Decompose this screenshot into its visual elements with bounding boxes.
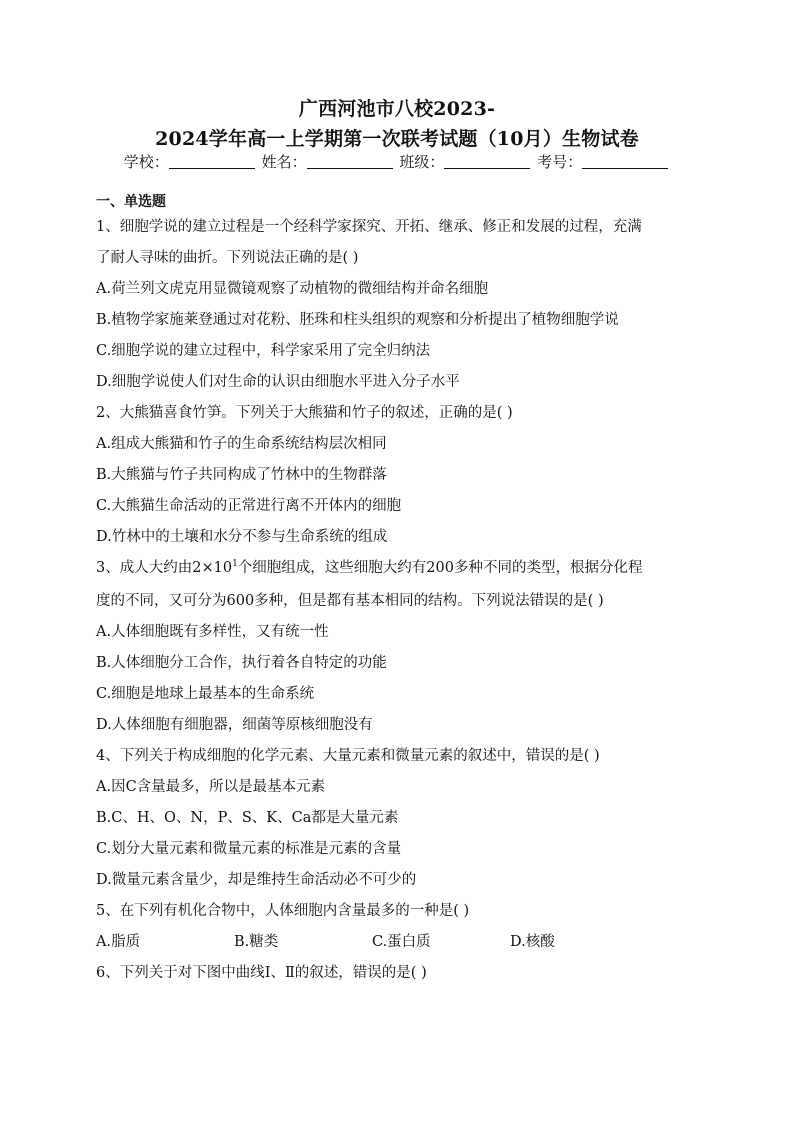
q4-option-a: A.因C含量最多，所以是最基本元素 xyxy=(96,779,326,795)
q5-option-a: A.脂质 xyxy=(96,934,141,950)
q3-option-a: A.人体细胞既有多样性，又有统一性 xyxy=(96,624,329,640)
q3-option-c: C.细胞是地球上最基本的生命系统 xyxy=(96,686,315,702)
q4-option-c: C.划分大量元素和微量元素的标准是元素的含量 xyxy=(96,841,402,857)
exam-no-blank[interactable] xyxy=(582,154,668,169)
q2-option-a: A.组成大熊猫和竹子的生命系统结构层次相同 xyxy=(96,436,387,452)
title-line-1: 广西河池市八校2023- xyxy=(298,98,496,120)
school-blank[interactable] xyxy=(169,154,255,169)
q5-option-c: C.蛋白质 xyxy=(372,934,431,950)
class-blank[interactable] xyxy=(444,154,530,169)
q4-option-b: B.C、H、O、N，P、S、K、Ca都是大量元素 xyxy=(96,810,399,826)
q3-stem-line-2: 度的不同，又可分为600多种，但是都有基本相同的结构。下列说法错误的是( ) xyxy=(96,593,604,609)
q1-option-d: D.细胞学说使人们对生命的认识由细胞水平进入分子水平 xyxy=(96,374,460,390)
name-blank[interactable] xyxy=(307,154,393,169)
name-label: 姓名： xyxy=(261,153,307,171)
q1-option-a: A.荷兰列文虎克用显微镜观察了动植物的微细结构并命名细胞 xyxy=(96,281,489,297)
student-info-row xyxy=(0,151,794,172)
q5-option-b: B.糖类 xyxy=(234,934,279,950)
school-label: 学校： xyxy=(123,153,169,171)
q1-option-b: B.植物学家施莱登通过对花粉、胚珠和柱头组织的观察和分析提出了植物细胞学说 xyxy=(96,312,619,328)
q5-options-row xyxy=(96,930,656,951)
title-line-2: 2024学年高一上学期第一次联考试题（10月）生物试卷 xyxy=(155,128,639,150)
q3-stem-pre: 3、成人大约由2×10 xyxy=(96,560,233,576)
section-heading: 一、单选题 xyxy=(96,194,166,210)
q1-option-c: C.细胞学说的建立过程中，科学家采用了完全归纳法 xyxy=(96,343,431,359)
q2-option-c: C.大熊猫生命活动的正常进行离不开体内的细胞 xyxy=(96,498,402,514)
q1-stem-line-2: 了耐人寻味的曲折。下列说法正确的是( ) xyxy=(96,250,359,266)
q3-stem-post: 个细胞组成，这些细胞大约有200多种不同的类型，根据分化程 xyxy=(237,560,643,576)
q1-stem-line-1: 1、细胞学说的建立过程是一个经科学家探究、开拓、继承、修正和发展的过程，充满 xyxy=(96,219,642,235)
q2-stem: 2、大熊猫喜食竹笋。下列关于大熊猫和竹子的叙述，正确的是( ) xyxy=(96,405,513,421)
q6-stem: 6、下列关于对下图中曲线Ⅰ、Ⅱ的叙述，错误的是( ) xyxy=(96,965,427,981)
q3-option-b: B.人体细胞分工合作，执行着各自特定的功能 xyxy=(96,655,387,671)
q4-option-d: D.微量元素含量少，却是维持生命活动必不可少的 xyxy=(96,872,417,888)
q5-option-d: D.核酸 xyxy=(510,934,555,950)
q3-option-d: D.人体细胞有细胞器，细菌等原核细胞没有 xyxy=(96,717,373,733)
q2-option-d: D.竹林中的土壤和水分不参与生命系统的组成 xyxy=(96,529,388,545)
q5-stem: 5、在下列有机化合物中，人体细胞内含量最多的一种是( ) xyxy=(96,903,470,919)
q2-option-b: B.大熊猫与竹子共同构成了竹林中的生物群落 xyxy=(96,467,387,483)
exam-no-label: 考号： xyxy=(537,153,583,171)
class-label: 班级： xyxy=(399,153,445,171)
q3-exponent: 1 xyxy=(232,559,238,570)
q3-stem-line-1 xyxy=(96,556,642,577)
q4-stem: 4、下列关于构成细胞的化学元素、大量元素和微量元素的叙述中，错误的是( ) xyxy=(96,748,600,764)
